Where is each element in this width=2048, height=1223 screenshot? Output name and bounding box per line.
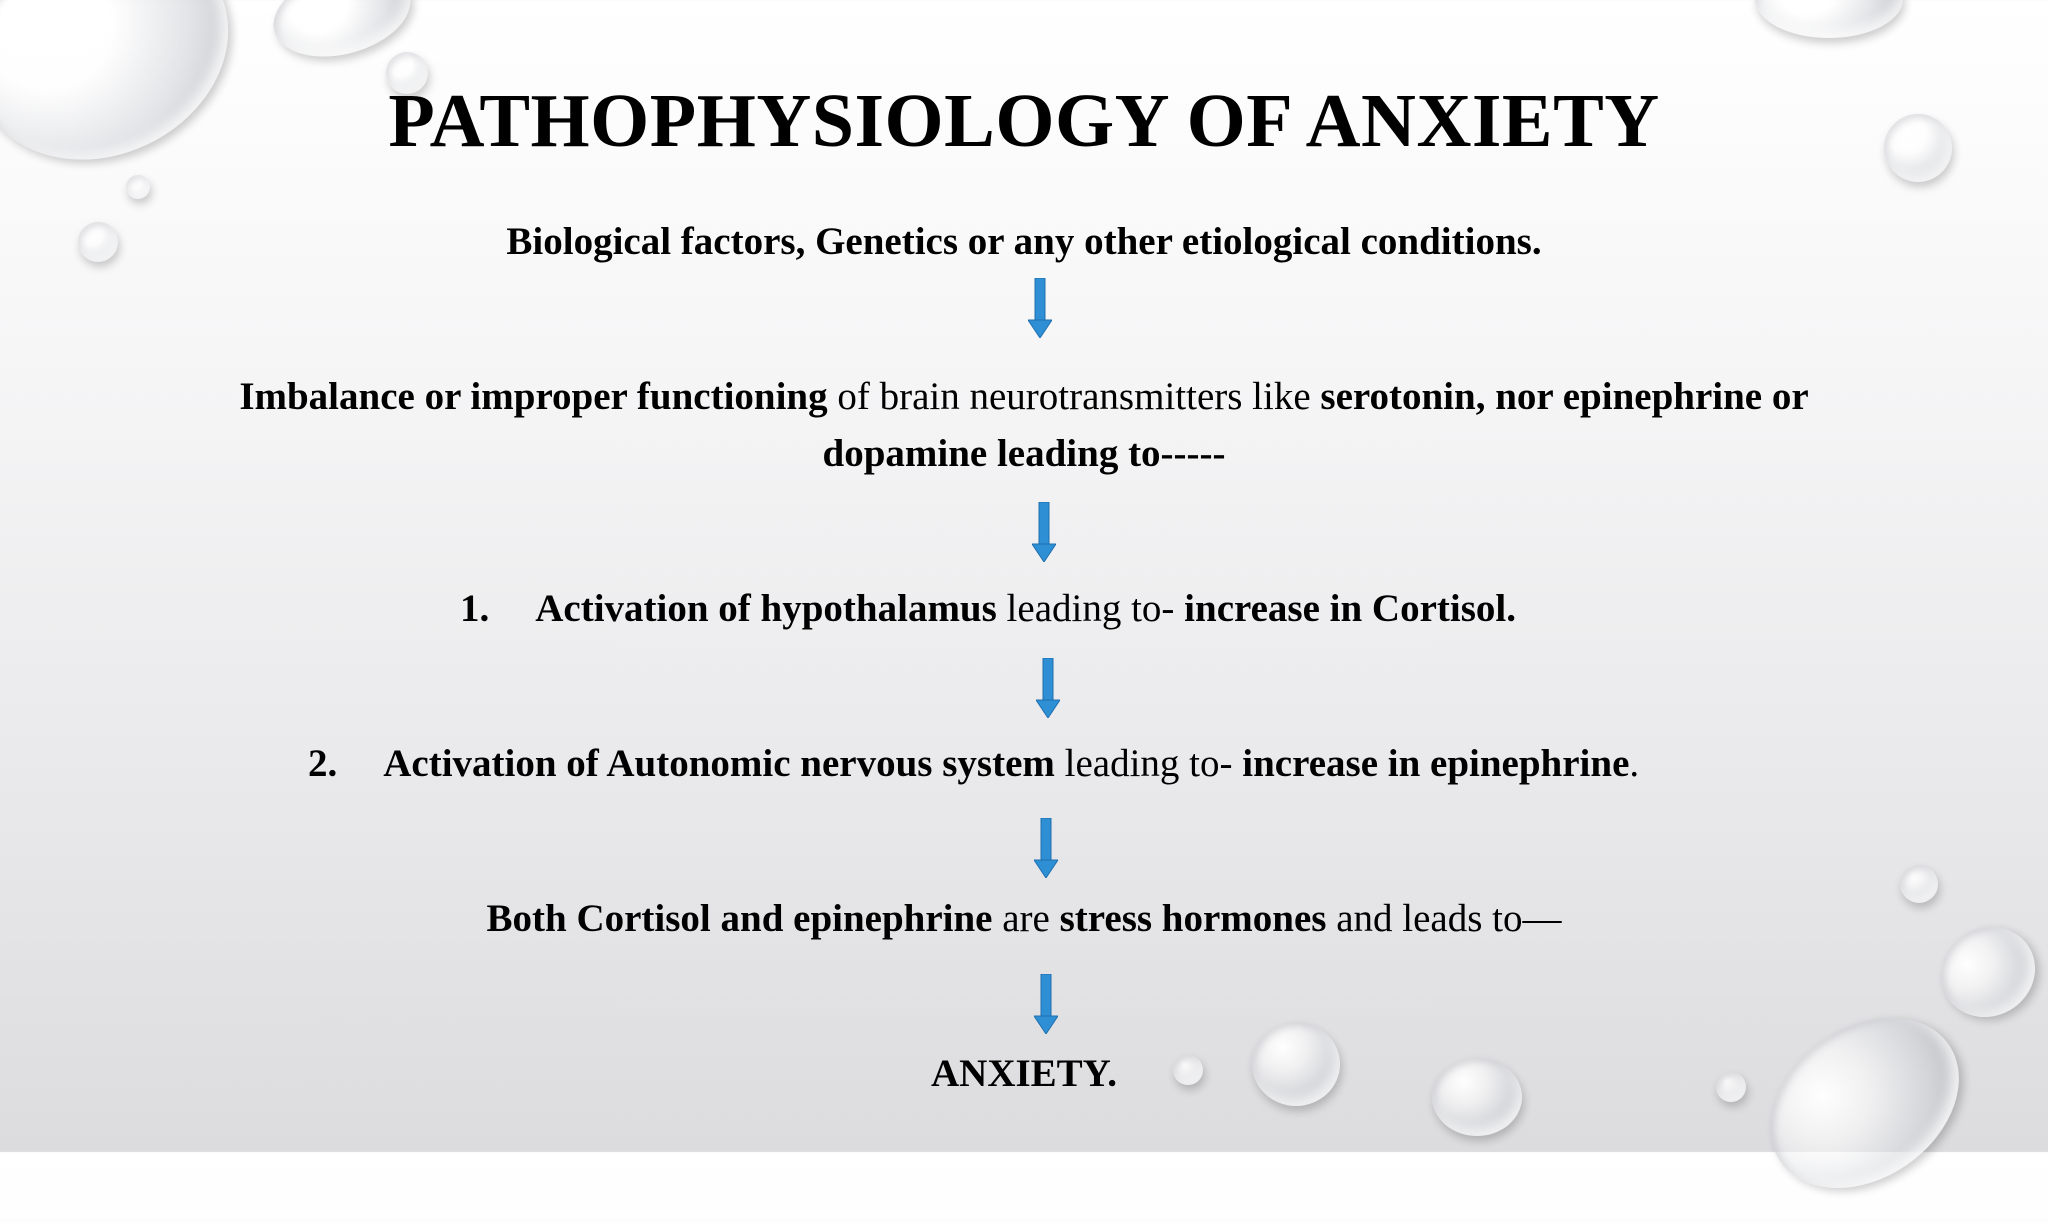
are-text: are [992,897,1060,940]
water-drop [1738,983,1992,1223]
down-arrow-icon [1034,818,1058,878]
down-arrow-icon [1032,502,1056,562]
autonomic-text: Activation of Autonomic nervous system [383,742,1055,785]
stress-hormones-line [0,890,2048,947]
neurotransmitter-list: serotonin, nor epinephrine or [1320,375,1809,418]
cause-text: Biological factors, Genetics or any other etiological conditions. [506,220,1542,263]
neurotransmitter-line [0,368,2048,482]
hormones-text: Both Cortisol and epinephrine [486,897,993,940]
imbalance-text: Imbalance or improper functioning [239,375,828,418]
period-text: . [1629,742,1640,785]
cortisol-text: increase in Cortisol. [1184,587,1516,630]
step-2-number: 2. [308,742,338,785]
water-drop [126,175,150,199]
anxiety-text: ANXIETY. [930,1052,1118,1095]
water-drop [1755,0,1903,38]
leads-to-text: and leads to— [1326,897,1562,940]
outcome-line [0,1045,2048,1102]
step-1-line [460,580,1516,637]
leading-to-text: leading to- [1054,742,1243,785]
hypothalamus-text: Activation of hypothalamus [535,587,997,630]
down-arrow-icon [1028,278,1052,338]
leading-to-text: leading to- [996,587,1185,630]
down-arrow-icon [1034,974,1058,1034]
epinephrine-text: increase in epinephrine [1242,742,1630,785]
down-arrow-icon [1036,658,1060,718]
step-1-number: 1. [460,587,490,630]
slide-title: PATHOPHYSIOLOGY OF ANXIETY [388,79,1660,163]
cause-line [0,213,2048,270]
dopamine-text: dopamine leading to----- [822,432,1226,475]
stress-hormones-text: stress hormones [1059,897,1327,940]
neurotransmitter-text: of brain neurotransmitters like [827,375,1321,418]
step-2-line [308,735,1639,792]
